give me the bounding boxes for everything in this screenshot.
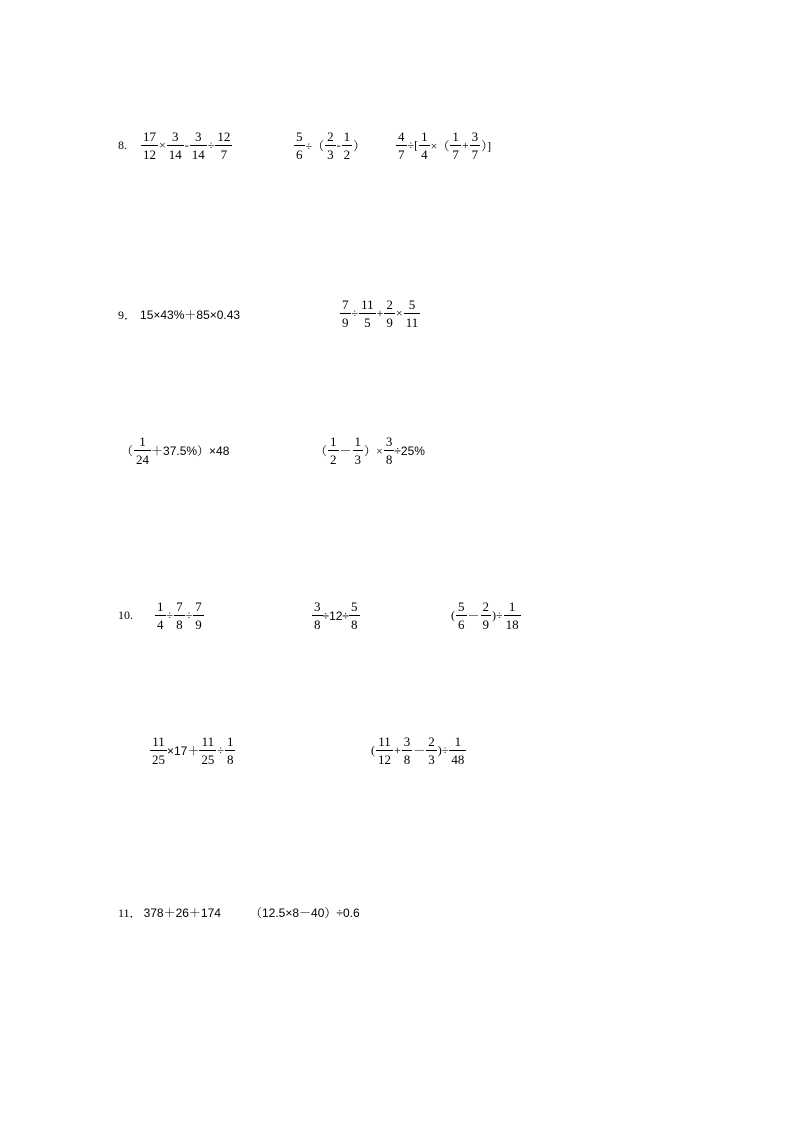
fraction: $\frac{11}{25}$ <box>201 734 215 767</box>
fraction: $\frac{7}{9}$ <box>195 599 202 632</box>
fraction: $\frac{1}{48}$ <box>451 734 465 767</box>
fraction: $\frac{3}{8}$ <box>403 734 411 767</box>
fraction: $\frac{2}{9}$ <box>386 297 393 330</box>
fraction: $\frac{7}{8}$ <box>176 599 183 632</box>
problem-9-label: 9． <box>118 308 137 322</box>
problem-10-expr-3: ( $\frac{5}{6}$ － $\frac{2}{9}$ )÷ $\frac{1}{18}$ <box>451 599 519 632</box>
problem-9-expr-3: （ $\frac{1}{24}$ ＋37.5%）×48 <box>121 434 230 467</box>
problem-10 <box>118 600 204 631</box>
fraction: $\frac{1}{4}$ <box>421 129 428 162</box>
fraction: $\frac{1}{2}$ <box>330 434 337 467</box>
fraction: $\frac{2}{9}$ <box>482 599 490 632</box>
problem-9-expr-1: 15×43%＋85×0.43 <box>140 308 241 322</box>
fraction: $\frac{5}{6}$ <box>458 599 465 632</box>
fraction: $\frac{1}{18}$ <box>505 599 519 632</box>
problem-10-expr-4: $\frac{11}{25}$ ×17＋ $\frac{11}{25}$ ÷ $\frac{1}{8}$ <box>152 734 234 767</box>
problem-9-expr-4: （ $\frac{1}{2}$ － $\frac{1}{3}$ ）× $\frac{3}{8}$ ÷25% <box>315 434 425 467</box>
problem-8-expr-2: $\frac{5}{6}$ ÷（ $\frac{2}{3}$ - $\frac{1}{2}$ ） <box>296 129 366 162</box>
fraction: $\frac{1}{7}$ <box>452 129 459 162</box>
problem-10-expr-1: $\frac{1}{4}$ ÷ $\frac{7}{8}$ ÷ $\frac{7}{9}$ <box>157 599 202 632</box>
fraction: $\frac{2}{3}$ <box>428 734 435 767</box>
fraction: $\frac{2}{3}$ <box>327 129 334 162</box>
fraction: $\frac{3}{7}$ <box>471 129 479 162</box>
problem-11-expr-1: 378＋26＋174 <box>143 906 221 920</box>
fraction: $\frac{3}{14}$ <box>168 129 182 162</box>
fraction: $\frac{1}{24}$ <box>136 434 150 467</box>
fraction: $\frac{3}{8}$ <box>385 434 393 467</box>
fraction: $\frac{1}{8}$ <box>226 734 234 767</box>
fraction: $\frac{1}{3}$ <box>354 434 362 467</box>
fraction: $\frac{5}{11}$ <box>405 297 419 330</box>
problem-10-expr-5: ( $\frac{11}{12}$ + $\frac{3}{8}$ － $\frac{2}{3}$ )÷ $\frac{1}{48}$ <box>371 734 465 767</box>
fraction: $\frac{7}{9}$ <box>342 297 349 330</box>
problem-9 <box>118 306 240 323</box>
fraction: $\frac{11}{5}$ <box>361 297 374 330</box>
fraction: $\frac{3}{14}$ <box>191 129 205 162</box>
problem-8-expr-1: $\frac{17}{12}$ × $\frac{3}{14}$ - $\frac{3}{14}$ ÷ $\frac{12}{7}$ <box>143 129 231 162</box>
fraction: $\frac{5}{6}$ <box>296 129 303 162</box>
fraction: $\frac{1}{2}$ <box>343 129 351 162</box>
fraction: $\frac{11}{25}$ <box>152 734 165 767</box>
problem-8 <box>118 130 232 161</box>
fraction: $\frac{5}{8}$ <box>351 599 358 632</box>
fraction: $\frac{11}{12}$ <box>378 734 391 767</box>
fraction: $\frac{4}{7}$ <box>398 129 405 162</box>
fraction: $\frac{1}{4}$ <box>157 599 164 632</box>
fraction: $\frac{12}{7}$ <box>217 129 231 162</box>
problem-11-expr-2: （12.5×8－40）÷0.6 <box>250 906 360 920</box>
problem-10-expr-2: $\frac{3}{8}$ ÷12÷ $\frac{5}{8}$ <box>314 599 358 632</box>
problem-11-label: 11． <box>118 906 142 920</box>
problem-9-expr-2: $\frac{7}{9}$ ÷ $\frac{11}{5}$ + $\frac{2}{9}$ × $\frac{5}{11}$ <box>342 297 419 330</box>
fraction: $\frac{3}{8}$ <box>314 599 321 632</box>
problem-10-label: 10. <box>118 608 133 622</box>
problem-8-expr-3: $\frac{4}{7}$ ÷[ $\frac{1}{4}$ ×（ $\frac{1}{7}$ + $\frac{3}{7}$ ）] <box>398 129 492 162</box>
fraction: $\frac{17}{12}$ <box>143 129 156 162</box>
problem-8-label: 8. <box>118 138 127 152</box>
problem-11 <box>118 904 221 921</box>
